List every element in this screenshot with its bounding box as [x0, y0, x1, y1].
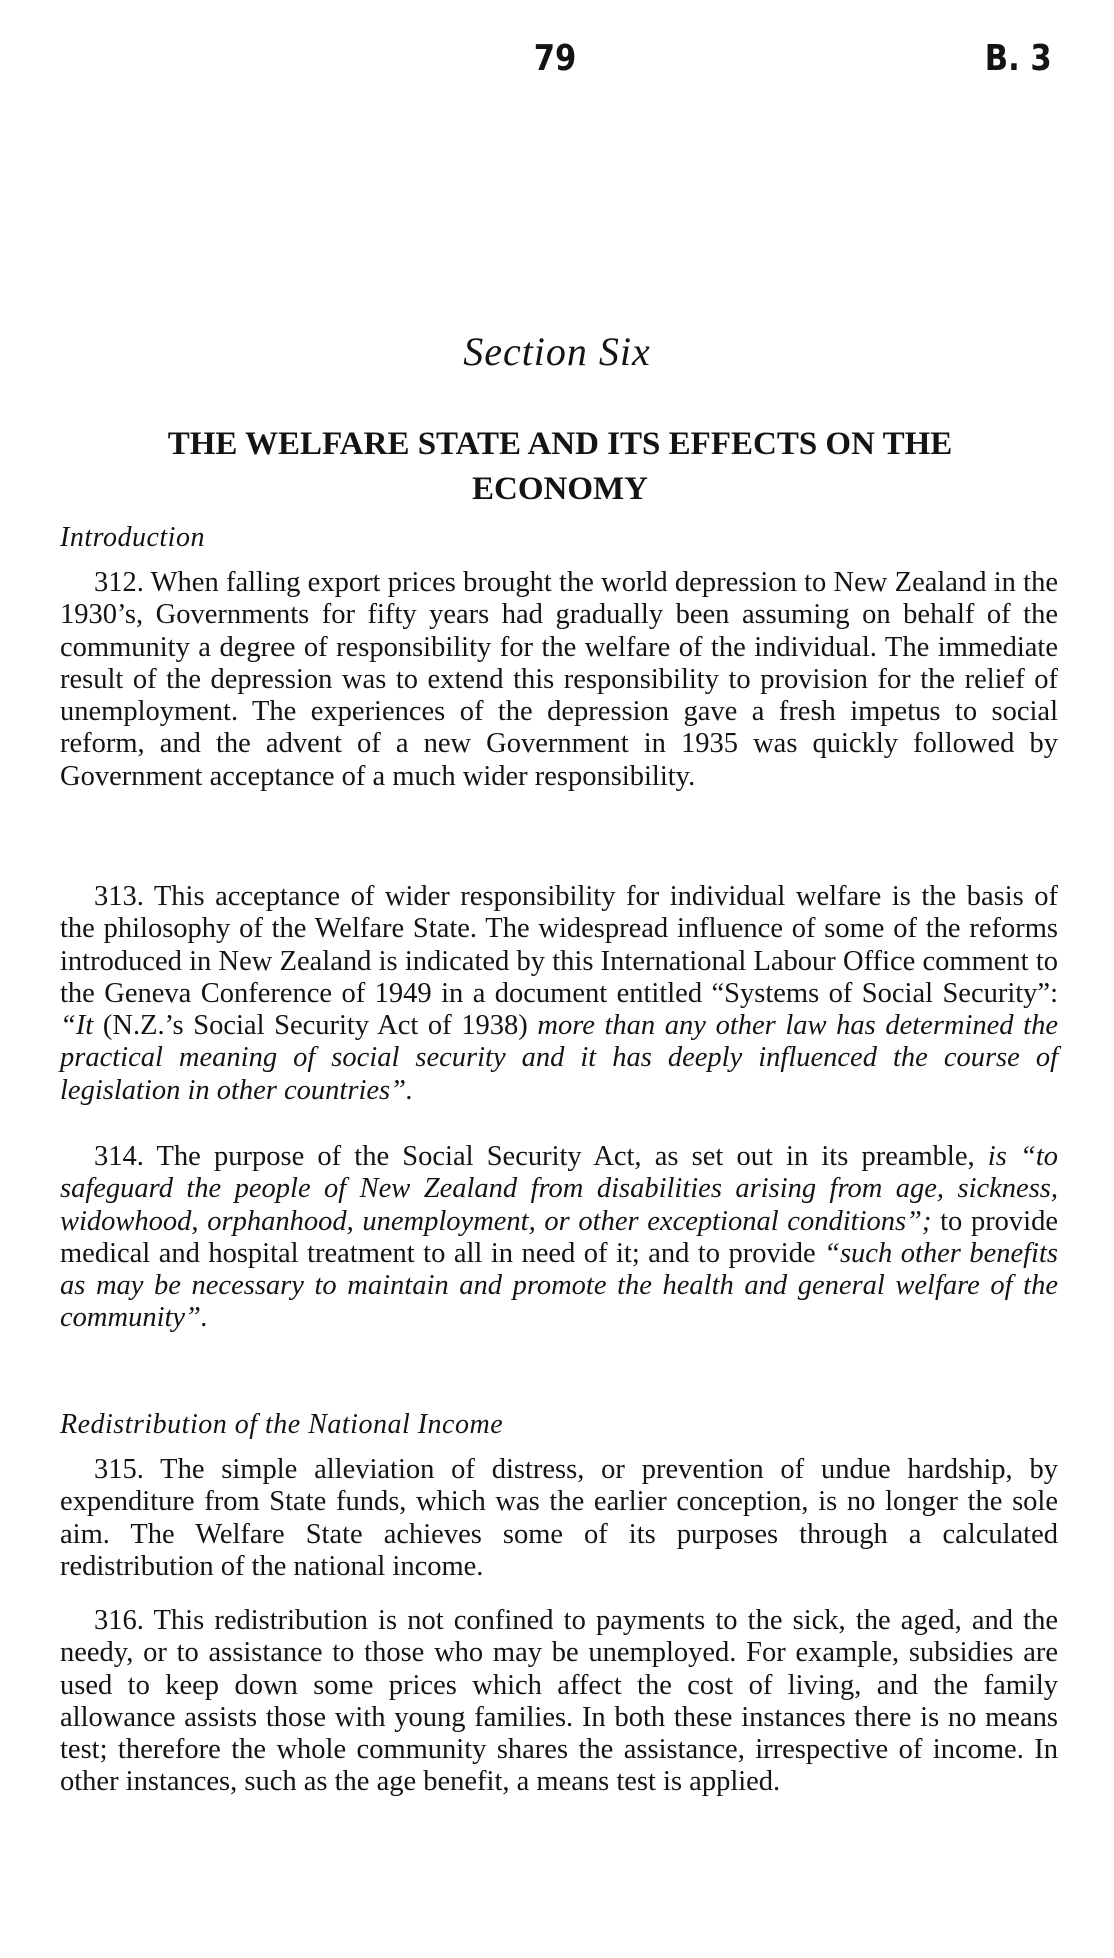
page-number: 79 [533, 38, 577, 79]
paragraph-314 [60, 1141, 1058, 1335]
p314-quote-1: is “to safeguard the people of New Zealand from disabilities arising from age, sickness, widowhood, orphanhood, unemployment, or other exceptional conditions”; [60, 1141, 1058, 1237]
p313-text-c: (N.Z.’s Social Security Act of 1938) [93, 1010, 538, 1042]
p313-text-a: 313. This acceptance of wider responsibility for individual welfare is the basis of the philosophy of the Welfare State. The widespread influence of some of the reforms introduced in New Zealand is indicated by this International Labour Office comment to the Geneva Conference of 1949 in a document entitled “Systems of Social Security”: [60, 881, 1058, 1009]
section-label: Section Six [463, 329, 651, 374]
paragraph-313 [60, 881, 1058, 1107]
paragraph-316: 316. This redistribution is not confined to payments to the sick, the aged, and the needy, or to assistance to those who may be unemployed. For example, subsidies are used to keep down some prices which affect the cost of living, and the family allowance assists those with young families. In both these instances there is no means test; therefore the whole community shares the assistance, irrespective of income. In other instances, such as the age benefit, a means test is applied. [60, 1605, 1058, 1798]
title-line-2: ECONOMY [472, 471, 648, 507]
p314-text-c: to provide medical and hospital treatment to all in need of it; and to provide [60, 1205, 1059, 1269]
subheading-redistribution: Redistribution of the National Income [60, 1409, 504, 1440]
paragraph-312: 312. When falling export prices brought the world depression to New Zealand in the 1930’s, Governments for fifty years had gradually been assuming on behalf of the community a degree of responsibility for the welfare of the individual. The immediate result of the depression was to extend this responsibility to provision for the relief of unemployment. The experiences of the depression gave a fresh impetus to social reform, and the advent of a new Government in 1935 was quickly followed by Government acceptance of a much wider responsibility. [60, 567, 1058, 792]
p314-quote-2: “such other benefits as may be necessary to maintain and promote the health and general welfare of the community”. [60, 1237, 1058, 1334]
p313-quote-rest: more than any other law has determined the practical meaning of social security and it has deeply influenced the course of legislation in other countries”. [60, 1010, 1058, 1106]
document-reference: B. 3 [985, 38, 1052, 79]
p313-quote-start: “It [60, 1010, 94, 1042]
page-title [70, 422, 1050, 512]
p314-text-a: 314. The purpose of the Social Security Act, as set out in its preamble, [94, 1141, 988, 1172]
title-line-1: THE WELFARE STATE AND ITS EFFECTS ON THE [167, 426, 953, 462]
paragraph-315: 315. The simple alleviation of distress, or prevention of undue hardship, by expenditure from State funds, which was the earlier conception, is no longer the sole aim. The Welfare State achieves some of its purposes through a calculated redistribution of the national income. [60, 1454, 1058, 1582]
subheading-introduction: Introduction [60, 522, 205, 553]
